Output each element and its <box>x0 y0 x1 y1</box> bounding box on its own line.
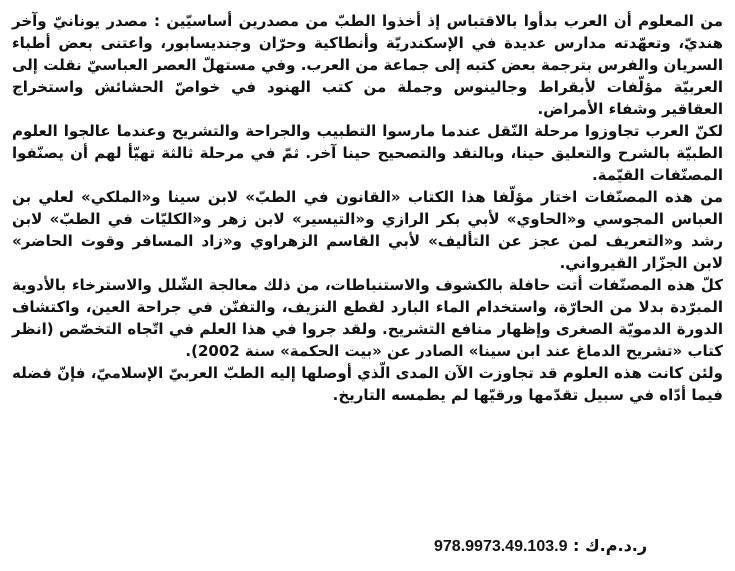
paragraph-conclusion: ولئن كانت هذه العلوم قد تجاوزت الآن المدى الّذي أوصلها إليه الطبّ العربيّ الإسلاميّ، فإنّ فضله فيما أدّاه في سبيل تقدّمها ورقيّها لم يطمسه التاريخ. <box>12 364 723 404</box>
isbn-number: 978.9973.49.103.9 <box>434 538 568 555</box>
paragraph-transmission: لكنّ العرب تجاوزوا مرحلة النّقل عندما مارسوا التطبيب والجراحة والتشريح وعندما عالجوا العلوم الطبيّة بالشرح والتعليق حينا، وبالنقد والتصحيح حينا آخر. ثمّ في مرحلة ثالثة تهيّأ لهم أن يصنّفوا المصنّفات القيّمة. <box>12 122 723 184</box>
paragraph-intro: من المعلوم أن العرب بدأوا بالاقتباس إذ أخذوا الطبّ من مصدرين أساسيّين : مصدر يونانيّ وآخر هنديّ، وتعهّدته مدارس عديدة في الإسكندريّة وأنطاكية وحرّان وجنديسابور، واعتنى بعض أطباء السريان والفرس بترجمة بعض كتبه إلى جماعة من العرب. وفي مستهلّ العصر العباسيّ نقلت إلى العربيّة مؤلّفات لأبقراط وجالينوس وجملة من كتب الهنود في خواصّ الحشائش واستخراج العقاقير وشفاء الأمراض. <box>12 12 723 118</box>
paragraph-discoveries: كلّ هذه المصنّفات أتت حافلة بالكشوف والاستنباطات، من ذلك معالجة الشّلل والاسترخاء بالأدوية المبرّدة بدلا من الحارّة، واستخدام الماء البارد لقطع النزيف، والتفنّن في جراحة العين، واكتشاف الدورة الدمويّة الصغرى وإظهار منافع التشريح. ولقد جروا في هذا العلم في اتّجاه التخصّص (انظر كتاب «تشريح الدماغ عند ابن سينا» الصادر عن «بيت الحكمة» سنة 2002). <box>12 276 723 360</box>
isbn-line <box>434 536 647 556</box>
body-text <box>12 10 723 406</box>
paragraph-works: من هذه المصنّفات اختار مؤلّفا هذا الكتاب «القانون في الطبّ» لابن سينا و«الملكي» لعلي بن العباس المجوسي و«الحاوي» لأبي بكر الرازي و«التيسير» لابن زهر و«الكليّات في الطبّ» لابن رشد و«التعريف لمن عجز عن التأليف» لأبي القاسم الزهراوي و«زاد المسافر وقوت الحاضر» لابن الجزّار القيرواني. <box>12 188 723 272</box>
isbn-label: ر.د.م.ك : <box>573 536 648 555</box>
